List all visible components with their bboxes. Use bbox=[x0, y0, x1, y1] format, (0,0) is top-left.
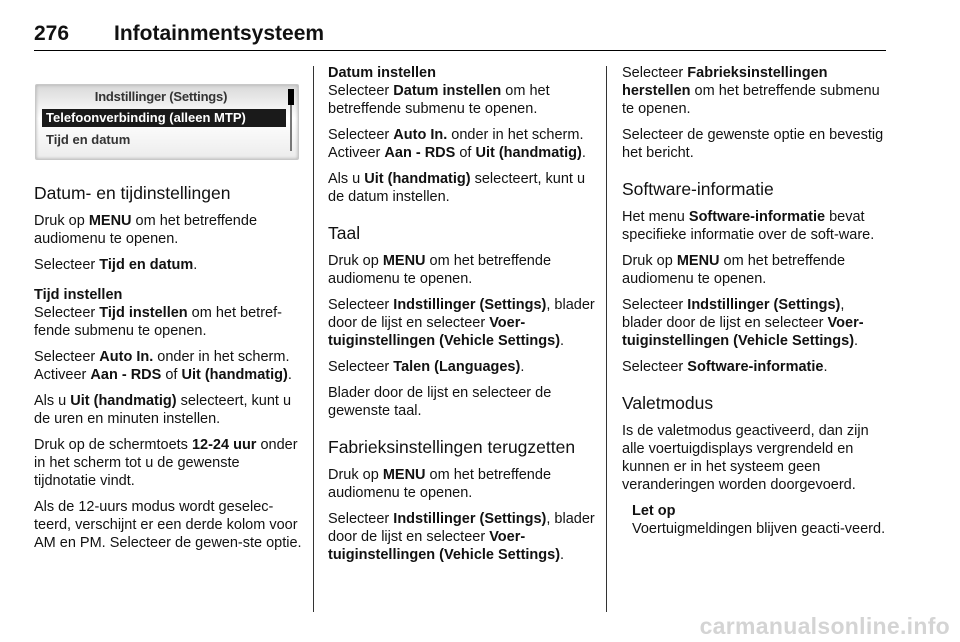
screen-scroll-thumb bbox=[288, 89, 294, 105]
watermark: carmanualsonline.info bbox=[699, 613, 950, 639]
screen-menu-item: Tijd en datum bbox=[46, 132, 131, 147]
paragraph: Selecteer Fabrieksinstellingen herstellen om het betreffende submenu te openen. bbox=[622, 65, 880, 117]
paragraph: Druk op de schermtoets 12-24 uur onder in het scherm tot u de gewenste tijdnotatie vindt. bbox=[34, 437, 298, 489]
paragraph: Selecteer Indstillinger (Settings), blader door de lijst en selecteer Voer-tuiginstellingen (Vehicle Settings). bbox=[622, 297, 864, 349]
column-divider bbox=[313, 66, 314, 612]
paragraph: Selecteer Software-informatie. bbox=[622, 359, 828, 375]
section-heading: Datum- en tijdinstellingen bbox=[34, 183, 231, 203]
column-2 bbox=[328, 64, 596, 572]
note-heading: Let op bbox=[632, 503, 676, 519]
section-heading: Valetmodus bbox=[622, 393, 714, 413]
section-heading: Software-informatie bbox=[622, 179, 774, 199]
screen-menu-title: Indstillinger (Settings) bbox=[94, 89, 228, 104]
paragraph: Druk op MENU om het betreffende audiomenu te openen. bbox=[622, 253, 846, 287]
paragraph: Selecteer Datum instellen om het betreffende submenu te openen. bbox=[328, 83, 550, 117]
note-box bbox=[632, 502, 888, 538]
section-heading: Fabrieksinstellingen terugzetten bbox=[328, 437, 576, 457]
subsection-heading: Datum instellen bbox=[328, 65, 436, 81]
screen-selected-item: Telefoonverbinding (alleen MTP) bbox=[42, 109, 286, 127]
column-1 bbox=[34, 64, 304, 560]
paragraph: Het menu Software-informatie bevat specifieke informatie over de soft-ware. bbox=[622, 209, 875, 243]
paragraph: Selecteer Indstillinger (Settings), blader door de lijst en selecteer Voer-tuiginstellingen (Vehicle Settings). bbox=[328, 511, 595, 563]
paragraph: Selecteer Tijd instellen om het betref-fende submenu te openen. bbox=[34, 305, 282, 339]
paragraph: Als de 12-uurs modus wordt geselec-teerd, verschijnt er een derde kolom voor AM en PM. Selecteer de gewen-ste optie. bbox=[34, 499, 302, 551]
paragraph: Selecteer Auto In. onder in het scherm. Activeer Aan - RDS of Uit (handmatig). bbox=[34, 349, 292, 383]
page-header bbox=[34, 20, 886, 51]
page-number: 276 bbox=[34, 22, 70, 45]
section-heading: Taal bbox=[328, 223, 361, 243]
paragraph: Als u Uit (handmatig) selecteert, kunt u de datum instellen. bbox=[328, 171, 586, 205]
paragraph: Is de valetmodus geactiveerd, dan zijn alle voertuigdisplays vergrendeld en kunnen er in het systeem geen veranderingen worden doorgevoerd. bbox=[622, 423, 869, 493]
paragraph: Selecteer Auto In. onder in het scherm. Activeer Aan - RDS of Uit (handmatig). bbox=[328, 127, 586, 161]
paragraph: Druk op MENU om het betreffende audiomenu te openen. bbox=[328, 253, 552, 287]
paragraph: Druk op MENU om het betreffende audiomenu te openen. bbox=[34, 213, 258, 247]
column-3 bbox=[622, 64, 888, 538]
column-divider bbox=[606, 66, 607, 612]
page-title: Infotainmentsysteem bbox=[114, 22, 325, 45]
subsection-heading: Tijd instellen bbox=[34, 287, 123, 303]
display-screenshot bbox=[35, 84, 299, 160]
paragraph: Als u Uit (handmatig) selecteert, kunt u de uren en minuten instellen. bbox=[34, 393, 292, 427]
paragraph: Druk op MENU om het betreffende audiomenu te openen. bbox=[328, 467, 552, 501]
paragraph: Selecteer Indstillinger (Settings), blader door de lijst en selecteer Voer-tuiginstellingen (Vehicle Settings). bbox=[328, 297, 595, 349]
paragraph: Blader door de lijst en selecteer de gewenste taal. bbox=[328, 385, 552, 419]
paragraph: Selecteer Talen (Languages). bbox=[328, 359, 525, 375]
paragraph: Selecteer de gewenste optie en bevestig het bericht. bbox=[622, 127, 884, 161]
paragraph: Selecteer Tijd en datum. bbox=[34, 257, 198, 273]
note-body: Voertuigmeldingen blijven geacti-veerd. bbox=[632, 521, 886, 537]
